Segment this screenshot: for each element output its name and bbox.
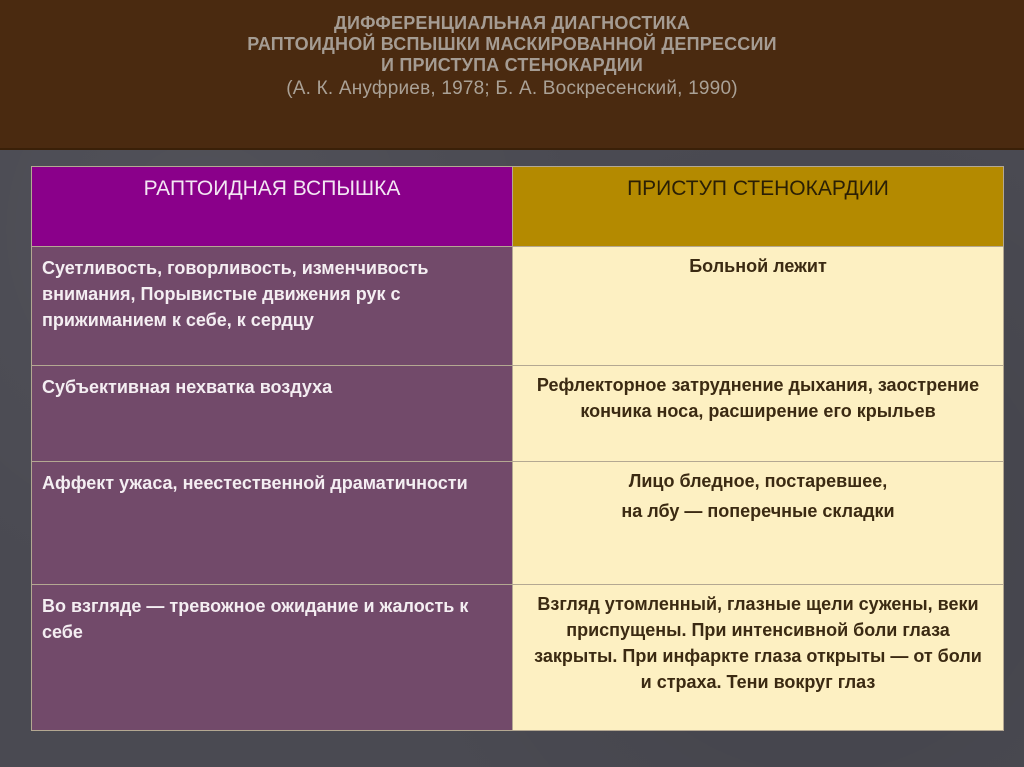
- title-line-2: РАПТОИДНОЙ ВСПЫШКИ МАСКИРОВАННОЙ ДЕПРЕССИИ: [247, 34, 777, 54]
- table-cell-right: [513, 247, 1004, 366]
- cell-text: Больной лежит: [689, 256, 827, 276]
- table-cell-left: Суетливость, говорливость, изменчивость внимания, Порывистые движения рук с прижиманием к себе, к сердцу: [32, 247, 513, 366]
- comparison-table: [31, 166, 1004, 731]
- table-row: [32, 585, 1004, 731]
- table-row: [32, 247, 1004, 366]
- cell-text: на лбу — поперечные складки: [621, 501, 895, 521]
- citation: (А. К. Ануфриев, 1978; Б. А. Воскресенский, 1990): [286, 78, 738, 99]
- table-header-row: [32, 167, 1004, 247]
- table-cell-left: Во взгляде — тревожное ожидание и жалость к себе: [32, 585, 513, 731]
- table-row: [32, 366, 1004, 462]
- title-line-1: ДИФФЕРЕНЦИАЛЬНАЯ ДИАГНОСТИКА: [333, 13, 691, 33]
- cell-text: Взгляд утомленный, глазные щели сужены, веки приспущены. При интенсивной боли глаза закрыты. При инфаркте глаза открыты — от боли и страха. Тени вокруг глаз: [534, 594, 982, 692]
- cell-text: Лицо бледное, постаревшее,: [628, 471, 888, 491]
- table-cell-left: Аффект ужаса, неестественной драматичности: [32, 462, 513, 585]
- table-cell-right: [513, 462, 1004, 585]
- table-cell-left: Субъективная нехватка воздуха: [32, 366, 513, 462]
- table-cell-right: [513, 585, 1004, 731]
- header-angina-attack: ПРИСТУП СТЕНОКАРДИИ: [513, 167, 1004, 247]
- header-divider: [0, 148, 1024, 150]
- table-cell-right: [513, 366, 1004, 462]
- title-line-3: И ПРИСТУПА СТЕНОКАРДИИ: [380, 55, 643, 75]
- slide-header: [0, 0, 1024, 148]
- header-raptoid-outburst: РАПТОИДНАЯ ВСПЫШКА: [32, 167, 513, 247]
- slide-title: [0, 0, 1024, 100]
- table-row: [32, 462, 1004, 585]
- cell-text: Рефлекторное затруднение дыхания, заострение кончика носа, расширение его крыльев: [536, 375, 980, 421]
